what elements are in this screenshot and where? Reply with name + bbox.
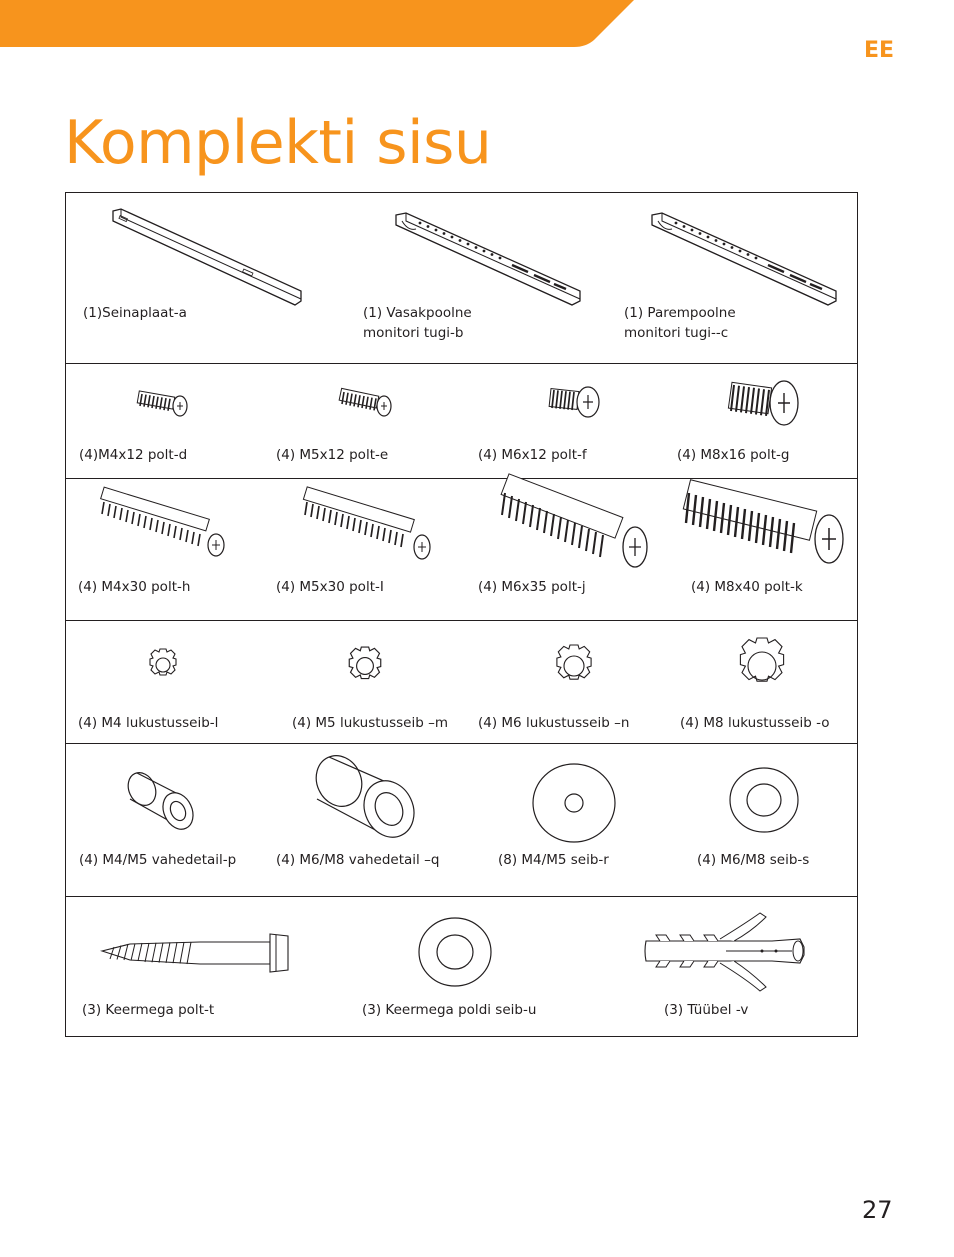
part-label: monitori tugi-b bbox=[363, 325, 464, 341]
row-divider bbox=[66, 478, 857, 479]
bolt-icon bbox=[728, 377, 800, 429]
part-label: (1) Parempoolne bbox=[624, 305, 736, 321]
part-label: (4) M5x30 polt-I bbox=[276, 579, 384, 595]
lock-washer-icon bbox=[344, 645, 386, 687]
part-label: (4) M6x12 polt-f bbox=[478, 447, 587, 463]
part-label: (4)M4x12 polt-d bbox=[79, 447, 188, 463]
part-label: (4) M6/M8 seib-s bbox=[697, 852, 810, 868]
row-divider bbox=[66, 896, 857, 897]
part-label: (3) Keermega poldi seib-u bbox=[362, 1002, 537, 1018]
part-label: (1) Vasakpoolne bbox=[363, 305, 472, 321]
part-label: (4) M6 lukustusseib –n bbox=[478, 715, 630, 731]
part-label: (4) M4/M5 vahedetail-p bbox=[79, 852, 237, 868]
lag-bolt-icon bbox=[100, 930, 290, 976]
part-label: (4) M5x12 polt-e bbox=[276, 447, 389, 463]
bolt-icon bbox=[301, 499, 435, 561]
part-label: (4) M8x16 polt-g bbox=[677, 447, 790, 463]
part-label: (3) Tüübel -v bbox=[664, 1002, 749, 1018]
lock-washer-icon bbox=[551, 642, 597, 690]
wall-anchor-icon bbox=[642, 911, 808, 993]
row-divider bbox=[66, 620, 857, 621]
right-monitor-bracket-icon bbox=[650, 213, 840, 307]
header-band bbox=[0, 0, 954, 60]
washer-icon bbox=[532, 763, 616, 843]
parts-table bbox=[65, 192, 858, 1037]
part-label: (4) M8x40 polt-k bbox=[691, 579, 803, 595]
spacer-icon bbox=[126, 769, 200, 835]
washer-icon bbox=[729, 767, 799, 833]
row-divider bbox=[66, 363, 857, 364]
part-label: (4) M4x30 polt-h bbox=[78, 579, 191, 595]
spacer-icon bbox=[311, 753, 423, 843]
bolt-icon bbox=[136, 390, 190, 418]
part-label: (4) M4 lukustusseib-l bbox=[78, 715, 219, 731]
part-label: (3) Keermega polt-t bbox=[82, 1002, 215, 1018]
language-code: EE bbox=[864, 38, 895, 63]
row-divider bbox=[66, 743, 857, 744]
part-label: (4) M5 lukustusseib –m bbox=[292, 715, 448, 731]
lock-washer-icon bbox=[145, 647, 181, 683]
lock-washer-icon bbox=[732, 634, 792, 698]
part-label: (4) M6x35 polt-j bbox=[478, 579, 586, 595]
part-label: (1)Seinaplaat-a bbox=[83, 305, 187, 321]
page-title: Komplekti sisu bbox=[64, 108, 492, 179]
bolt-icon bbox=[338, 388, 394, 418]
bolt-icon bbox=[548, 384, 604, 420]
bolt-icon bbox=[499, 489, 651, 575]
washer-icon bbox=[418, 917, 492, 987]
part-label: (8) M4/M5 seib-r bbox=[498, 852, 609, 868]
page-number: 27 bbox=[862, 1196, 893, 1224]
bolt-icon bbox=[683, 487, 845, 569]
part-label: monitori tugi--c bbox=[624, 325, 729, 341]
wall-plate-icon bbox=[111, 209, 311, 309]
left-monitor-bracket-icon bbox=[394, 213, 584, 307]
part-label: (4) M6/M8 vahedetail –q bbox=[276, 852, 440, 868]
part-label: (4) M8 lukustusseib -o bbox=[680, 715, 830, 731]
bolt-icon bbox=[98, 499, 228, 559]
